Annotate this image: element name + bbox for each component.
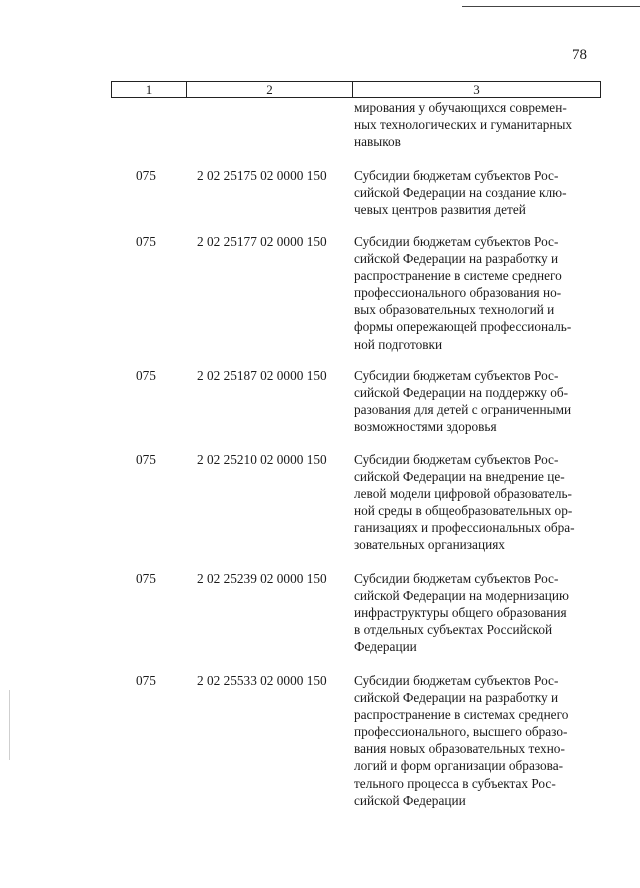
admin-code: 075 [136,368,156,383]
admin-code: 075 [136,571,156,586]
description: Субсидии бюджетам субъектов Рос- сийской Федерации на разработку и распространение в системе среднего профессионального образования но- вых образовательных технологий и формы опережающей профессиональ- ной подготовки [354,234,572,352]
header-col-1: 1 [112,82,187,97]
budget-code: 2 02 25175 02 0000 150 [197,168,327,183]
top-edge-line [462,6,640,7]
table-header [111,81,601,98]
left-margin-mark [9,690,10,760]
admin-code: 075 [136,234,156,249]
page-number: 78 [572,47,587,63]
description: Субсидии бюджетам субъектов Рос- сийской Федерации на поддержку об- разования для детей с ограниченными возможностями здоровья [354,368,572,435]
budget-code: 2 02 25187 02 0000 150 [197,368,327,383]
budget-code: 2 02 25533 02 0000 150 [197,673,327,688]
description: мирования у обучающихся современ- ных технологических и гуманитарных навыков [354,100,573,150]
header-col-3: 3 [473,82,480,97]
budget-code: 2 02 25177 02 0000 150 [197,234,327,249]
admin-code: 075 [136,168,156,183]
header-col-2: 2 [187,82,353,97]
admin-code: 075 [136,452,156,467]
budget-code: 2 02 25210 02 0000 150 [197,452,327,467]
description: Субсидии бюджетам субъектов Рос- сийской Федерации на создание клю- чевых центров развития детей [354,168,567,218]
description: Субсидии бюджетам субъектов Рос- сийской Федерации на внедрение це- левой модели цифровой образователь- ной среды в общеобразовательных ор- ганизациях и профессиональных обра- зовательных организациях [354,452,575,553]
description: Субсидии бюджетам субъектов Рос- сийской Федерации на разработку и распространение в системах среднего профессионального, высшего образо- вания новых образовательных техно- логий и форм организации образова- тельного процесса в субъектах Рос- сийской Федерации [354,673,569,808]
description: Субсидии бюджетам субъектов Рос- сийской Федерации на модернизацию инфраструктуры общего образования в отдельных субъектах Российской Федерации [354,571,569,655]
budget-code: 2 02 25239 02 0000 150 [197,571,327,586]
admin-code: 075 [136,673,156,688]
